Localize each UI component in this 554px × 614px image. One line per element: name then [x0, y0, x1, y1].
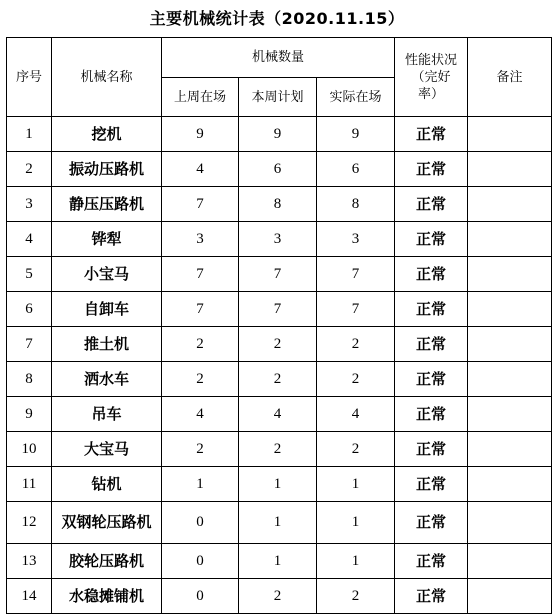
- cell-actual: 9: [317, 117, 395, 152]
- cell-plan: 7: [239, 292, 317, 327]
- cell-plan: 2: [239, 327, 317, 362]
- cell-name: 吊车: [52, 397, 162, 432]
- cell-status: 正常: [395, 362, 468, 397]
- cell-last: 7: [162, 257, 239, 292]
- cell-remark: [468, 579, 552, 614]
- cell-seq: 6: [7, 292, 52, 327]
- cell-seq: 13: [7, 544, 52, 579]
- table-row: [7, 432, 552, 467]
- table-row: [7, 544, 552, 579]
- table-row: [7, 579, 552, 614]
- cell-name: 挖机: [52, 117, 162, 152]
- cell-plan: 3: [239, 222, 317, 257]
- cell-status: 正常: [395, 152, 468, 187]
- table-row: [7, 117, 552, 152]
- cell-actual: 7: [317, 257, 395, 292]
- header-this-week-plan: 本周计划: [239, 78, 317, 117]
- cell-plan: 4: [239, 397, 317, 432]
- cell-seq: 12: [7, 502, 52, 544]
- cell-status: 正常: [395, 467, 468, 502]
- cell-remark: [468, 544, 552, 579]
- cell-actual: 2: [317, 362, 395, 397]
- cell-last: 3: [162, 222, 239, 257]
- cell-name: 大宝马: [52, 432, 162, 467]
- table-row: [7, 397, 552, 432]
- cell-name: 双钢轮压路机: [52, 502, 162, 544]
- table-row: [7, 222, 552, 257]
- header-condition: [395, 38, 468, 117]
- cell-remark: [468, 362, 552, 397]
- cell-plan: 2: [239, 579, 317, 614]
- cell-last: 2: [162, 362, 239, 397]
- cell-status: 正常: [395, 544, 468, 579]
- header-name: 机械名称: [52, 38, 162, 117]
- cell-remark: [468, 152, 552, 187]
- cell-actual: 4: [317, 397, 395, 432]
- cell-seq: 10: [7, 432, 52, 467]
- table-row: [7, 292, 552, 327]
- cell-last: 4: [162, 152, 239, 187]
- cell-name: 振动压路机: [52, 152, 162, 187]
- cell-last: 7: [162, 187, 239, 222]
- cell-name: 自卸车: [52, 292, 162, 327]
- header-condition-line3: 率）: [417, 86, 444, 102]
- cell-actual: 2: [317, 432, 395, 467]
- cell-plan: 2: [239, 432, 317, 467]
- cell-name: 洒水车: [52, 362, 162, 397]
- cell-plan: 7: [239, 257, 317, 292]
- cell-seq: 11: [7, 467, 52, 502]
- header-quantity: 机械数量: [162, 38, 395, 78]
- header-last-week: 上周在场: [162, 78, 239, 117]
- header-actual: 实际在场: [317, 78, 395, 117]
- cell-actual: 6: [317, 152, 395, 187]
- cell-plan: 9: [239, 117, 317, 152]
- cell-last: 7: [162, 292, 239, 327]
- cell-name: 水稳摊铺机: [52, 579, 162, 614]
- cell-status: 正常: [395, 327, 468, 362]
- cell-status: 正常: [395, 222, 468, 257]
- cell-actual: 1: [317, 467, 395, 502]
- cell-name: 推土机: [52, 327, 162, 362]
- cell-name: 静压压路机: [52, 187, 162, 222]
- cell-plan: 2: [239, 362, 317, 397]
- cell-plan: 1: [239, 544, 317, 579]
- table-row: [7, 257, 552, 292]
- table-row: [7, 187, 552, 222]
- cell-last: 9: [162, 117, 239, 152]
- cell-name: 小宝马: [52, 257, 162, 292]
- cell-seq: 9: [7, 397, 52, 432]
- cell-remark: [468, 327, 552, 362]
- cell-plan: 6: [239, 152, 317, 187]
- cell-last: 4: [162, 397, 239, 432]
- cell-last: 0: [162, 502, 239, 544]
- header-condition-line1: 性能状况: [404, 52, 457, 68]
- cell-actual: 1: [317, 502, 395, 544]
- cell-name: 铧犁: [52, 222, 162, 257]
- cell-seq: 2: [7, 152, 52, 187]
- cell-last: 0: [162, 579, 239, 614]
- table-row: [7, 327, 552, 362]
- cell-actual: 2: [317, 327, 395, 362]
- cell-seq: 4: [7, 222, 52, 257]
- cell-last: 1: [162, 467, 239, 502]
- table-row: [7, 362, 552, 397]
- table-row: [7, 502, 552, 544]
- cell-actual: 8: [317, 187, 395, 222]
- table-title: 主要机械统计表（2020.11.15）: [149, 9, 405, 28]
- header-condition-line2: （完好: [411, 69, 451, 85]
- cell-actual: 3: [317, 222, 395, 257]
- cell-actual: 2: [317, 579, 395, 614]
- cell-last: 2: [162, 327, 239, 362]
- cell-remark: [468, 257, 552, 292]
- cell-seq: 1: [7, 117, 52, 152]
- cell-status: 正常: [395, 432, 468, 467]
- cell-remark: [468, 502, 552, 544]
- cell-status: 正常: [395, 117, 468, 152]
- cell-actual: 1: [317, 544, 395, 579]
- cell-last: 2: [162, 432, 239, 467]
- cell-name: 钻机: [52, 467, 162, 502]
- cell-status: 正常: [395, 257, 468, 292]
- cell-status: 正常: [395, 187, 468, 222]
- table-row: [7, 152, 552, 187]
- cell-status: 正常: [395, 397, 468, 432]
- cell-plan: 8: [239, 187, 317, 222]
- cell-seq: 5: [7, 257, 52, 292]
- machinery-table: [6, 37, 552, 614]
- cell-seq: 14: [7, 579, 52, 614]
- cell-remark: [468, 187, 552, 222]
- cell-remark: [468, 222, 552, 257]
- cell-plan: 1: [239, 502, 317, 544]
- table-row: [7, 467, 552, 502]
- cell-actual: 7: [317, 292, 395, 327]
- cell-remark: [468, 432, 552, 467]
- cell-status: 正常: [395, 292, 468, 327]
- cell-seq: 7: [7, 327, 52, 362]
- cell-remark: [468, 467, 552, 502]
- header-seq: 序号: [7, 38, 52, 117]
- cell-status: 正常: [395, 502, 468, 544]
- cell-remark: [468, 117, 552, 152]
- cell-last: 0: [162, 544, 239, 579]
- cell-name: 胶轮压路机: [52, 544, 162, 579]
- cell-status: 正常: [395, 579, 468, 614]
- cell-plan: 1: [239, 467, 317, 502]
- cell-seq: 3: [7, 187, 52, 222]
- header-remarks: 备注: [468, 38, 552, 117]
- cell-remark: [468, 292, 552, 327]
- cell-seq: 8: [7, 362, 52, 397]
- cell-remark: [468, 397, 552, 432]
